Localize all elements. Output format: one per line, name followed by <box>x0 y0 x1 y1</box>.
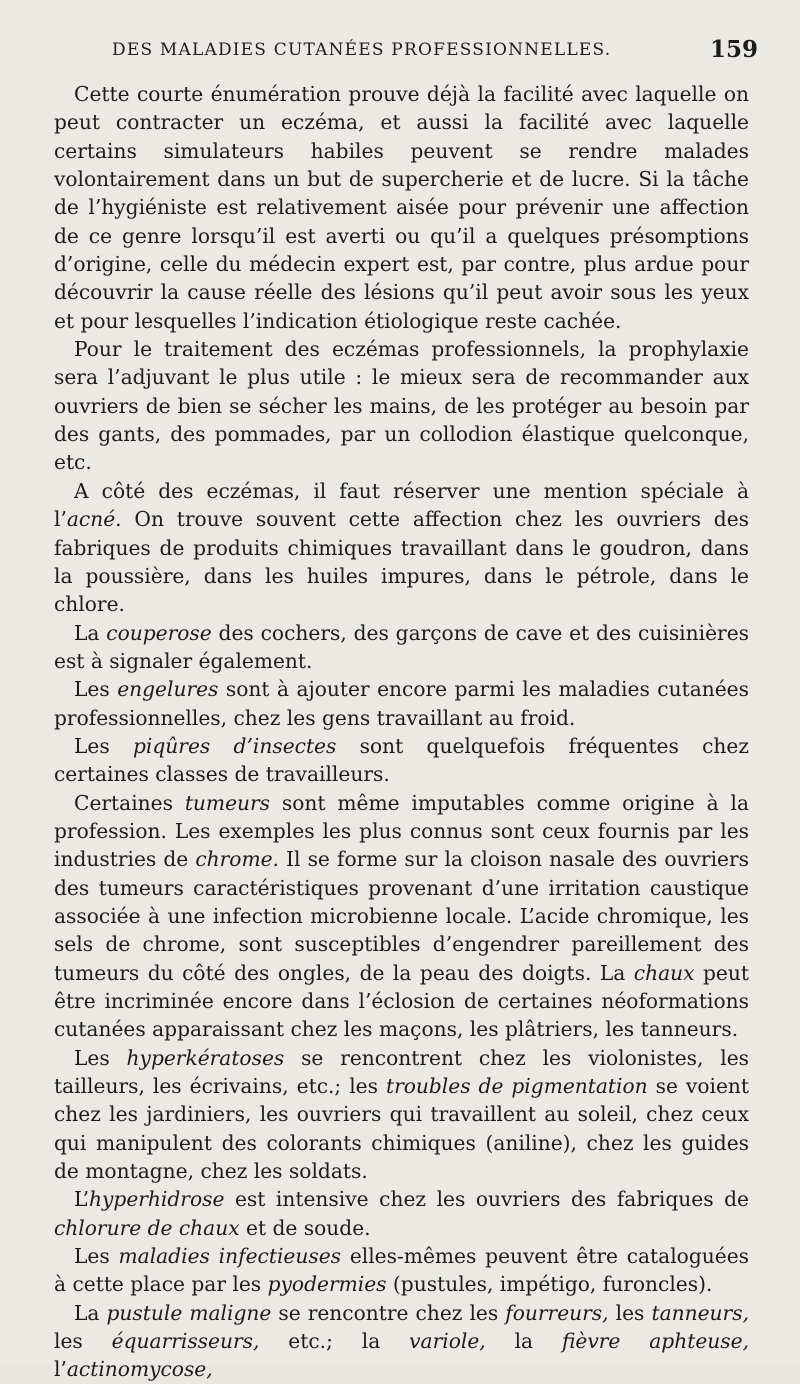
text-run: peut être incriminée encore dans l’éclosion de certaines néoformations cutanées apparaissant chez les maçons, les plâtriers, les tanneurs. <box>54 960 749 1042</box>
paragraph <box>54 732 749 789</box>
italic-term: couperose <box>106 620 212 645</box>
italic-term: chaux <box>633 960 695 985</box>
body-text <box>54 80 749 1384</box>
text-run: les <box>608 1300 652 1325</box>
italic-term: engelures <box>117 677 219 702</box>
italic-term: chrome. <box>195 847 279 872</box>
paragraph <box>54 675 749 732</box>
text-run: L’ <box>74 1187 89 1212</box>
italic-term: piqûres d’insectes <box>133 733 337 758</box>
text-run: elles-mêmes peuvent être cataloguées à cette place par les <box>54 1244 749 1297</box>
text-run: sont même imputables comme origine à la profession. Les exemples les plus connus sont ceux fournis par les industries de <box>54 790 749 872</box>
italic-term: pustule maligne <box>106 1300 272 1325</box>
paragraph <box>54 1299 749 1384</box>
text-run: (pustules, impétigo, furoncles). <box>386 1272 713 1297</box>
text-run: Les <box>74 1045 127 1070</box>
text-run: sont quelquefois fréquentes chez certaines classes de travailleurs. <box>54 733 749 787</box>
text-run: et de soude. <box>239 1215 371 1240</box>
italic-term: actinomycose, <box>66 1357 213 1382</box>
italic-term: tanneurs, <box>651 1300 749 1325</box>
page-number: 159 <box>709 36 758 63</box>
paragraph <box>54 335 749 477</box>
paragraph <box>54 477 749 619</box>
italic-term: tumeurs <box>184 790 271 815</box>
running-head <box>112 36 758 66</box>
text-run: se rencontre chez les <box>271 1300 506 1325</box>
italic-term: maladies infectieuses <box>118 1244 342 1269</box>
text-run: est intensive chez les ouvriers des fabriques de <box>224 1187 749 1212</box>
italic-term: hyperhidrose <box>88 1187 225 1212</box>
running-title: DES MALADIES CUTANÉES PROFESSIONNELLES. <box>112 40 612 60</box>
text-run: La <box>74 620 107 645</box>
italic-term: variole, <box>409 1329 486 1354</box>
text-run: Les <box>74 1244 119 1269</box>
italic-term: acné. <box>66 507 122 532</box>
text-run: sont à ajouter encore parmi les maladies cutanées professionnelles, chez les gens travaillant au froid. <box>54 677 749 730</box>
italic-term: fièvre aphteuse, <box>561 1329 749 1354</box>
text-run: des cochers, des garçons de cave et des cuisinières est à signaler également. <box>54 620 749 673</box>
text-run: l’ <box>54 1357 67 1382</box>
paragraph <box>54 1242 749 1299</box>
text-run: se rencontrent chez les violonistes, les tailleurs, les écrivains, etc.; les <box>54 1045 749 1099</box>
text-run: Certaines <box>74 790 185 815</box>
italic-term: chlorure de chaux <box>54 1215 240 1240</box>
text-run: Il se forme sur la cloison nasale des ouvriers des tumeurs caractéristiques provenant d’une irritation caustique associée à une infection microbienne locale. L’acide chromique, les sels de chrome, sont susceptibles d’engendrer pareillement des tumeurs du côté des ongles, de la peau des doigts. La <box>54 847 749 985</box>
paragraph <box>54 619 749 676</box>
italic-term: hyperkératoses <box>126 1045 285 1070</box>
text-run: la <box>485 1329 562 1354</box>
text-run: les <box>54 1329 112 1354</box>
text-run: se voient chez les jardiniers, les ouvriers qui travaillent au soleil, chez ceux qui manipulent des colorants chimiques (aniline), chez les guides de montagne, chez les soldats. <box>54 1074 750 1184</box>
text-run: Les <box>74 733 133 758</box>
text-run: A côté des eczémas, il faut réserver une mention spéciale à l’ <box>54 478 749 532</box>
text-run: On trouve souvent cette affection chez les ouvriers des fabriques de produits chimiques travaillant dans le goudron, dans la poussière, dans les huiles impures, dans le pétrole, dans le chlore. <box>54 507 749 617</box>
italic-term: troubles de pigmentation <box>385 1074 648 1099</box>
italic-term: fourreurs, <box>505 1300 609 1325</box>
italic-term: pyodermies <box>267 1272 387 1297</box>
text-run: Les <box>74 677 118 702</box>
paragraph <box>54 1044 749 1186</box>
text-run: etc.; la <box>259 1329 410 1354</box>
paragraph <box>54 80 749 335</box>
text-run: Cette courte énumération prouve déjà la facilité avec laquelle on peut contracter un eczéma, et aussi la facilité avec laquelle certains simulateurs habiles peuvent se rendre malades volontairement dans un but de supercherie et de lucre. Si la tâche de l’hygiéniste est relativement aisée pour prévenir une affection de ce genre lorsqu’il est averti ou qu’il a quelques présomptions d’origine, celle du médecin expert est, par contre, plus ardue pour découvrir la cause réelle des lésions qu’il peut avoir sous les yeux et pour lesquelles l’indication étiologique reste cachée. <box>54 82 749 333</box>
text-run: Pour le traitement des eczémas professionnels, la prophylaxie sera l’adjuvant le plus utile : le mieux sera de recommander aux ouvriers de bien se sécher les mains, de les protéger au besoin par des gants, des pommades, par un collodion élastique quelconque, etc. <box>54 337 749 475</box>
paragraph <box>54 789 749 1044</box>
text-run: La <box>74 1300 107 1325</box>
paragraph <box>54 1185 749 1242</box>
italic-term: équarrisseurs, <box>111 1329 260 1354</box>
